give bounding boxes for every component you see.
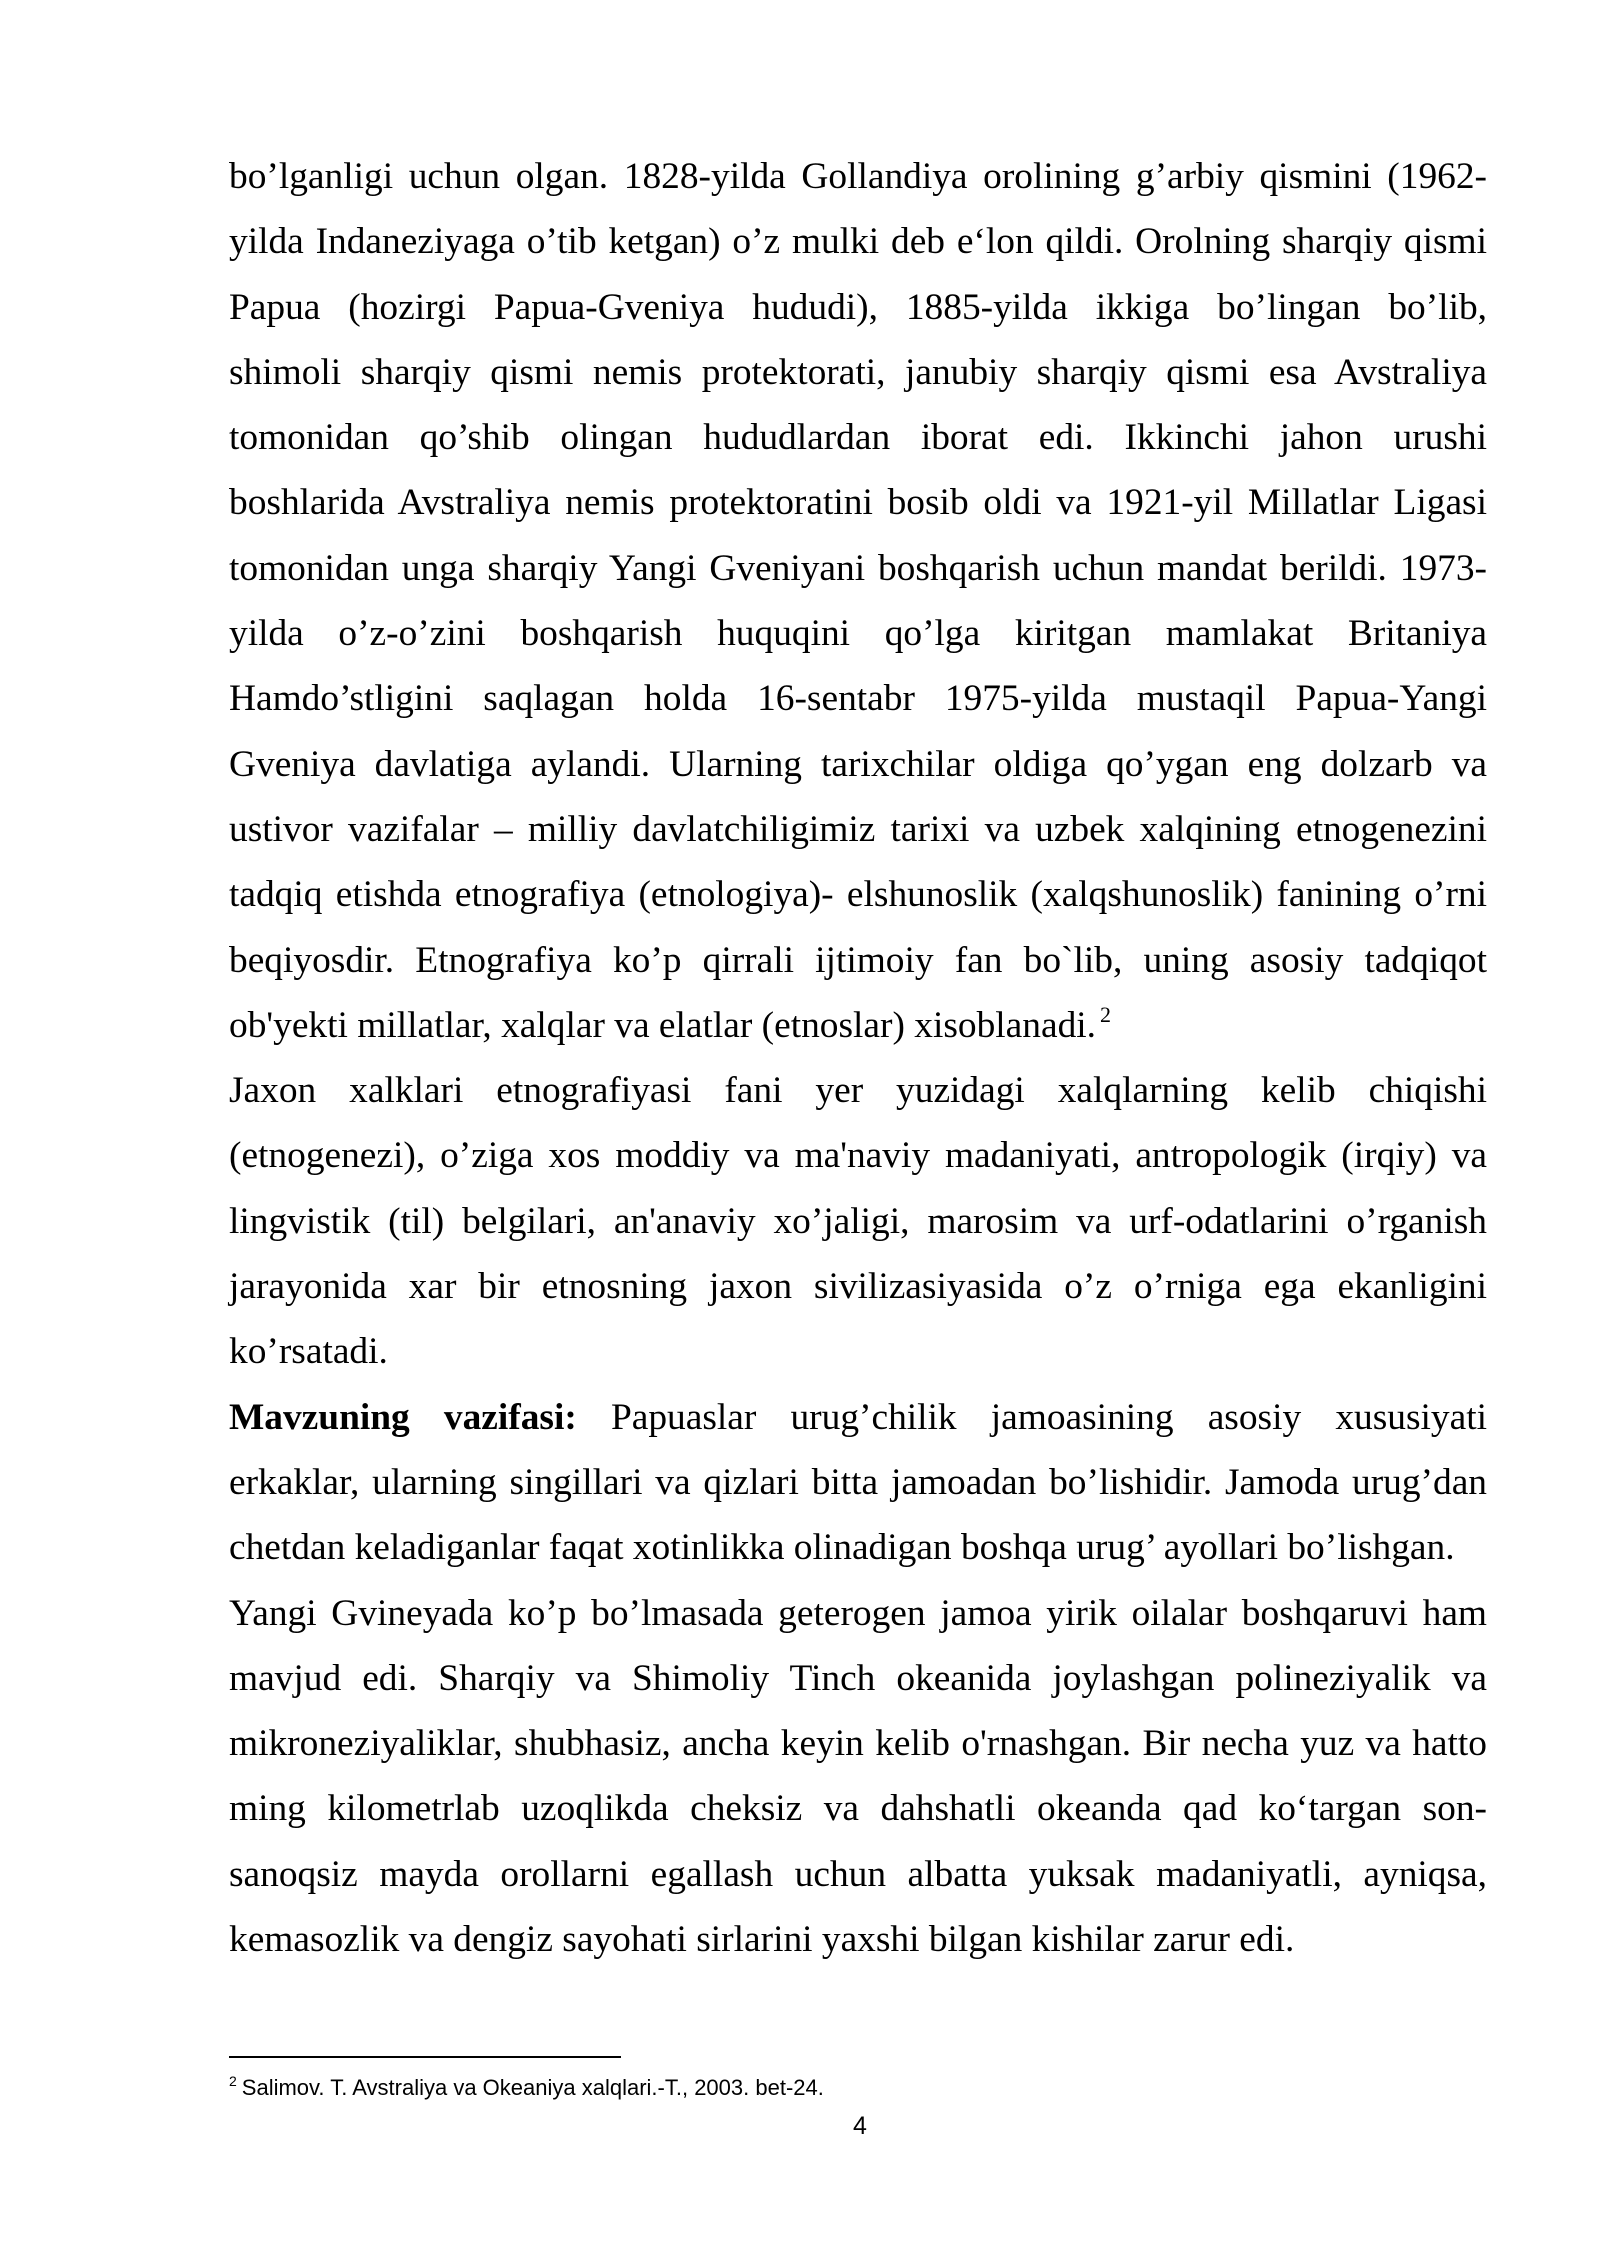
text-line: tomonidan qo’shib olingan hududlardan iborat edi. Ikkinchi jahon urushi bbox=[229, 417, 1487, 459]
text-line: lingvistik (til) belgilari, an'anaviy xo’jaligi, marosim va urf-odatlarini o’rganish bbox=[229, 1200, 1487, 1242]
text-line bbox=[229, 993, 1487, 1058]
text-line bbox=[229, 1385, 1487, 1450]
text-line: tadqiq etishda etnografiya (etnologiya)- elshunoslik (xalqshunoslik) fanining o’rni bbox=[229, 874, 1487, 916]
text-line: mavjud edi. Sharqiy va Shimoliy Tinch okeanida joylashgan polineziyalik va bbox=[229, 1657, 1487, 1699]
text-line: Gveniya davlatiga aylandi. Ularning tarixchilar oldiga qo’ygan eng dolzarb va bbox=[229, 743, 1487, 785]
text-line: kemasozlik va dengiz sayohati sirlarini yaxshi bilgan kishilar zarur edi. bbox=[229, 1919, 1295, 1961]
text-line: ko’rsatadi. bbox=[229, 1331, 388, 1373]
text-line: (etnogenezi), o’ziga xos moddiy va ma'naviy madaniyati, antropologik (irqiy) va bbox=[229, 1135, 1487, 1177]
text-line: boshlarida Avstraliya nemis protektoratini bosib oldi va 1921-yil Millatlar Ligasi bbox=[229, 482, 1487, 524]
paragraph bbox=[229, 144, 1487, 1058]
text-line: yilda o’z-o’zini boshqarish huquqini qo’lga kiritgan mamlakat Britaniya bbox=[229, 613, 1487, 655]
text-line: ming kilometrlab uzoqlikda cheksiz va dahshatli okeanda qad ko‘targan son- bbox=[229, 1788, 1487, 1830]
footnote-reference[interactable]: 2 bbox=[1100, 1001, 1111, 1027]
paragraph bbox=[229, 1385, 1487, 1581]
text-line: shimoli sharqiy qismi nemis protektorati, janubiy sharqiy qismi esa Avstraliya bbox=[229, 351, 1487, 393]
text-line: Hamdo’stligini saqlagan holda 16-sentabr 1975-yilda mustaqil Papua-Yangi bbox=[229, 678, 1487, 720]
text-line: chetdan keladiganlar faqat xotinlikka olinadigan boshqa urug’ ayollari bo’lishgan. bbox=[229, 1527, 1455, 1569]
text-line: mikroneziyaliklar, shubhasiz, ancha keyin kelib o'rnashgan. Bir necha yuz va hatto bbox=[229, 1723, 1487, 1765]
text-line: sanoqsiz mayda orollarni egallash uchun albatta yuksak madaniyatli, ayniqsa, bbox=[229, 1853, 1487, 1895]
text-line: jarayonida xar bir etnosning jaxon sivilizasiyasida o’z o’rniga ega ekanligini bbox=[229, 1266, 1487, 1308]
footnote bbox=[229, 2073, 824, 2105]
paragraph bbox=[229, 1581, 1487, 1973]
text-line: bo’lganligi uchun olgan. 1828-yilda Gollandiya orolining g’arbiy qismini (1962- bbox=[229, 156, 1487, 197]
document-body bbox=[229, 144, 1487, 1972]
section-lead-heading: Mavzuning vazifasi: bbox=[229, 1396, 577, 1438]
text-line: Papua (hozirgi Papua-Gveniya hududi), 1885-yilda ikkiga bo’lingan bo’lib, bbox=[229, 286, 1487, 328]
text-line: yilda Indaneziyaga o’tib ketgan) o’z mulki deb e‘lon qildi. Orolning sharqiy qismi bbox=[229, 221, 1487, 263]
text-line: ustivor vazifalar – milliy davlatchiligimiz tarixi va uzbek xalqining etnogenezini bbox=[229, 808, 1487, 850]
footnote-separator bbox=[229, 2056, 621, 2058]
footnote-text: Salimov. T. Avstraliya va Okeaniya xalqlari.-T., 2003. bet-24. bbox=[241, 2075, 824, 2100]
text-line: erkaklar, ularning singillari va qizlari bitta jamoadan bo’lishidir. Jamoda urug’dan bbox=[229, 1461, 1487, 1503]
text-line: Yangi Gvineyada ko’p bo’lmasada geterogen jamoa yirik oilalar boshqaruvi ham bbox=[229, 1592, 1487, 1634]
text-line: beqiyosdir. Etnografiya ko’p qirrali ijtimoiy fan bo`lib, uning asosiy tadqiqot bbox=[229, 939, 1487, 981]
paragraph bbox=[229, 1058, 1487, 1384]
text-line-content: Papuaslar urug’chilik jamoasining asosiy xususiyati bbox=[610, 1396, 1487, 1438]
text-line: Jaxon xalklari etnografiyasi fani yer yuzidagi xalqlarning kelib chiqishi bbox=[229, 1070, 1487, 1112]
page-number: 4 bbox=[853, 2112, 867, 2140]
footnote-marker: 2 bbox=[229, 2073, 237, 2089]
text-line-content: ob'yekti millatlar, xalqlar va elatlar (etnoslar) xisoblanadi. bbox=[229, 1004, 1096, 1046]
text-line: tomonidan unga sharqiy Yangi Gveniyani boshqarish uchun mandat berildi. 1973- bbox=[229, 547, 1487, 589]
